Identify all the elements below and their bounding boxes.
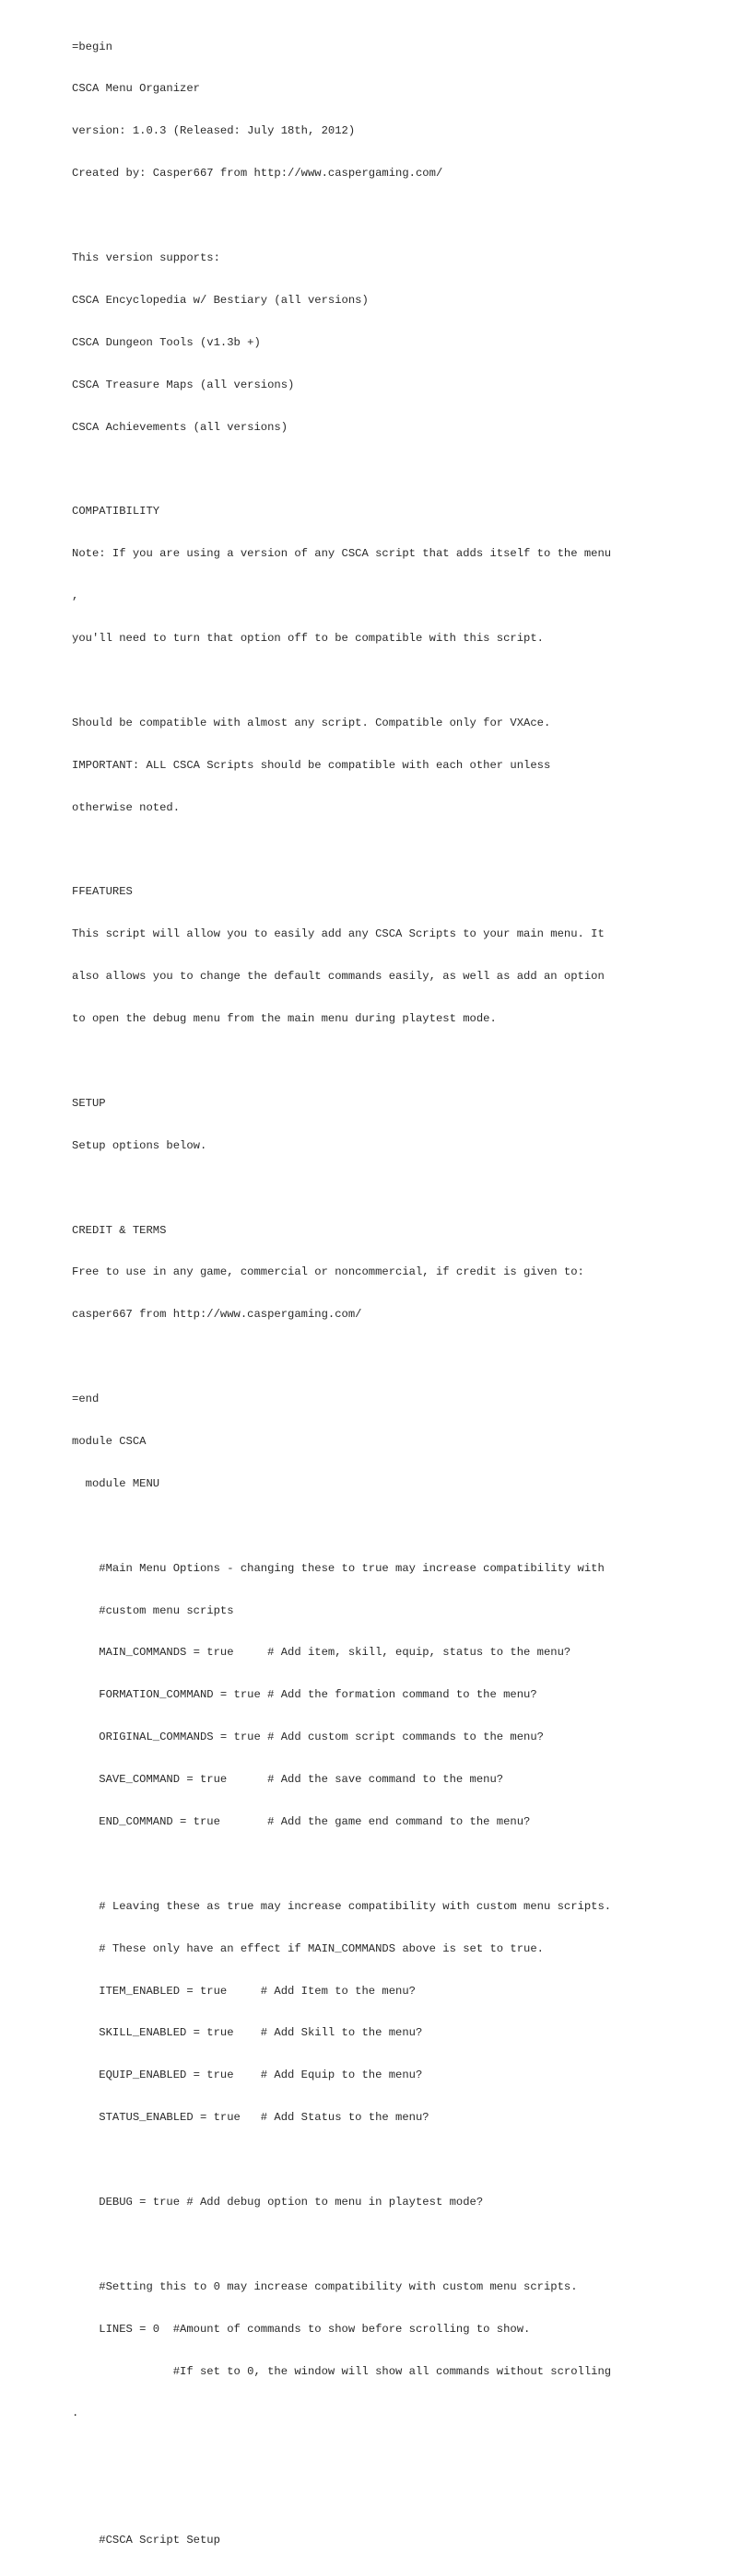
text-line-35: module MENU — [72, 1476, 160, 1490]
text-line-25 — [72, 1055, 611, 1068]
text-line-01: =begin — [72, 40, 112, 53]
text-line-15: you'll need to turn that option off to be compatible with this script. — [72, 632, 544, 646]
text-line-12: COMPATIBILITY — [72, 505, 160, 519]
text-line-42: SAVE_COMMAND = true # Add the save command to the menu? — [72, 1773, 504, 1787]
text-line-22: This script will allow you to easily add any CSCA Scripts to your main menu. It — [72, 927, 605, 941]
text-line-38: #custom menu scripts — [72, 1603, 234, 1617]
text-line-59 — [72, 2491, 611, 2505]
text-line-54: #Setting this to 0 may increase compatibility with custom menu scripts. — [72, 2279, 578, 2293]
text-line-13: Note: If you are using a version of any CSCA script that adds itself to the menu — [72, 547, 612, 561]
text-line-18: IMPORTANT: ALL CSCA Scripts should be compatible with each other unless — [72, 758, 551, 772]
text-line-14: , — [72, 589, 79, 603]
text-line-36 — [72, 1520, 611, 1533]
text-line-45: # Leaving these as true may increase compatibility with custom menu scripts. — [72, 1899, 612, 1913]
text-line-47: ITEM_ENABLED = true # Add Item to the menu? — [72, 1984, 416, 1998]
text-line-09: CSCA Treasure Maps (all versions) — [72, 378, 295, 391]
text-line-31: casper667 from http://www.caspergaming.com/ — [72, 1308, 362, 1322]
text-line-16 — [72, 674, 611, 688]
text-line-33: =end — [72, 1393, 100, 1406]
text-line-26: SETUP — [72, 1096, 106, 1110]
text-line-50: STATUS_ENABLED = true # Add Status to the menu? — [72, 2111, 429, 2125]
text-line-41: ORIGINAL_COMMANDS = true # Add custom script commands to the menu? — [72, 1731, 544, 1744]
text-line-56: #If set to 0, the window will show all commands without scrolling — [72, 2364, 612, 2378]
text-line-24: to open the debug menu from the main menu during playtest mode. — [72, 1012, 497, 1026]
text-line-06: This version supports: — [72, 251, 220, 265]
text-line-40: FORMATION_COMMAND = true # Add the formation command to the menu? — [72, 1688, 537, 1702]
text-line-52: DEBUG = true # Add debug option to menu in playtest mode? — [72, 2196, 484, 2209]
text-line-49: EQUIP_ENABLED = true # Add Equip to the menu? — [72, 2069, 423, 2082]
text-line-55: LINES = 0 #Amount of commands to show before scrolling to show. — [72, 2322, 531, 2336]
text-line-04: Created by: Casper667 from http://www.caspergaming.com/ — [72, 167, 443, 181]
text-line-46: # These only have an effect if MAIN_COMMANDS above is set to true. — [72, 1941, 544, 1955]
text-line-51 — [72, 2153, 611, 2167]
text-line-27: Setup options below. — [72, 1138, 207, 1152]
text-line-20 — [72, 844, 611, 857]
text-line-37: #Main Menu Options - changing these to true may increase compatibility with — [72, 1561, 605, 1575]
text-line-30: Free to use in any game, commercial or noncommercial, if credit is given to: — [72, 1265, 584, 1279]
text-line-05 — [72, 209, 611, 223]
text-line-02: CSCA Menu Organizer — [72, 82, 200, 96]
text-line-44 — [72, 1858, 611, 1871]
text-line-08: CSCA Dungeon Tools (v1.3b +) — [72, 335, 261, 349]
text-line-34: module CSCA — [72, 1434, 147, 1448]
text-line-57: . — [72, 2407, 79, 2420]
text-line-10: CSCA Achievements (all versions) — [72, 420, 288, 434]
text-line-17: Should be compatible with almost any script. Compatible only for VXAce. — [72, 716, 551, 729]
text-line-21: FFEATURES — [72, 885, 133, 899]
text-line-32 — [72, 1350, 611, 1364]
text-line-19: otherwise noted. — [72, 800, 181, 814]
text-line-39: MAIN_COMMANDS = true # Add item, skill, equip, status to the menu? — [72, 1646, 571, 1660]
text-line-03: version: 1.0.3 (Released: July 18th, 2012) — [72, 124, 356, 138]
text-line-48: SKILL_ENABLED = true # Add Skill to the menu? — [72, 2026, 423, 2040]
text-line-28 — [72, 1182, 611, 1195]
text-line-23: also allows you to change the default commands easily, as well as add an option — [72, 970, 605, 984]
text-line-29: CREDIT & TERMS — [72, 1223, 167, 1237]
text-line-43: END_COMMAND = true # Add the game end command to the menu? — [72, 1815, 531, 1828]
text-line-60: #CSCA Script Setup — [72, 2534, 220, 2547]
text-line-53 — [72, 2238, 611, 2252]
text-line-07: CSCA Encyclopedia w/ Bestiary (all versions) — [72, 293, 369, 307]
script-text — [72, 12, 611, 2576]
text-line-58 — [72, 2449, 611, 2463]
text-line-11 — [72, 463, 611, 477]
